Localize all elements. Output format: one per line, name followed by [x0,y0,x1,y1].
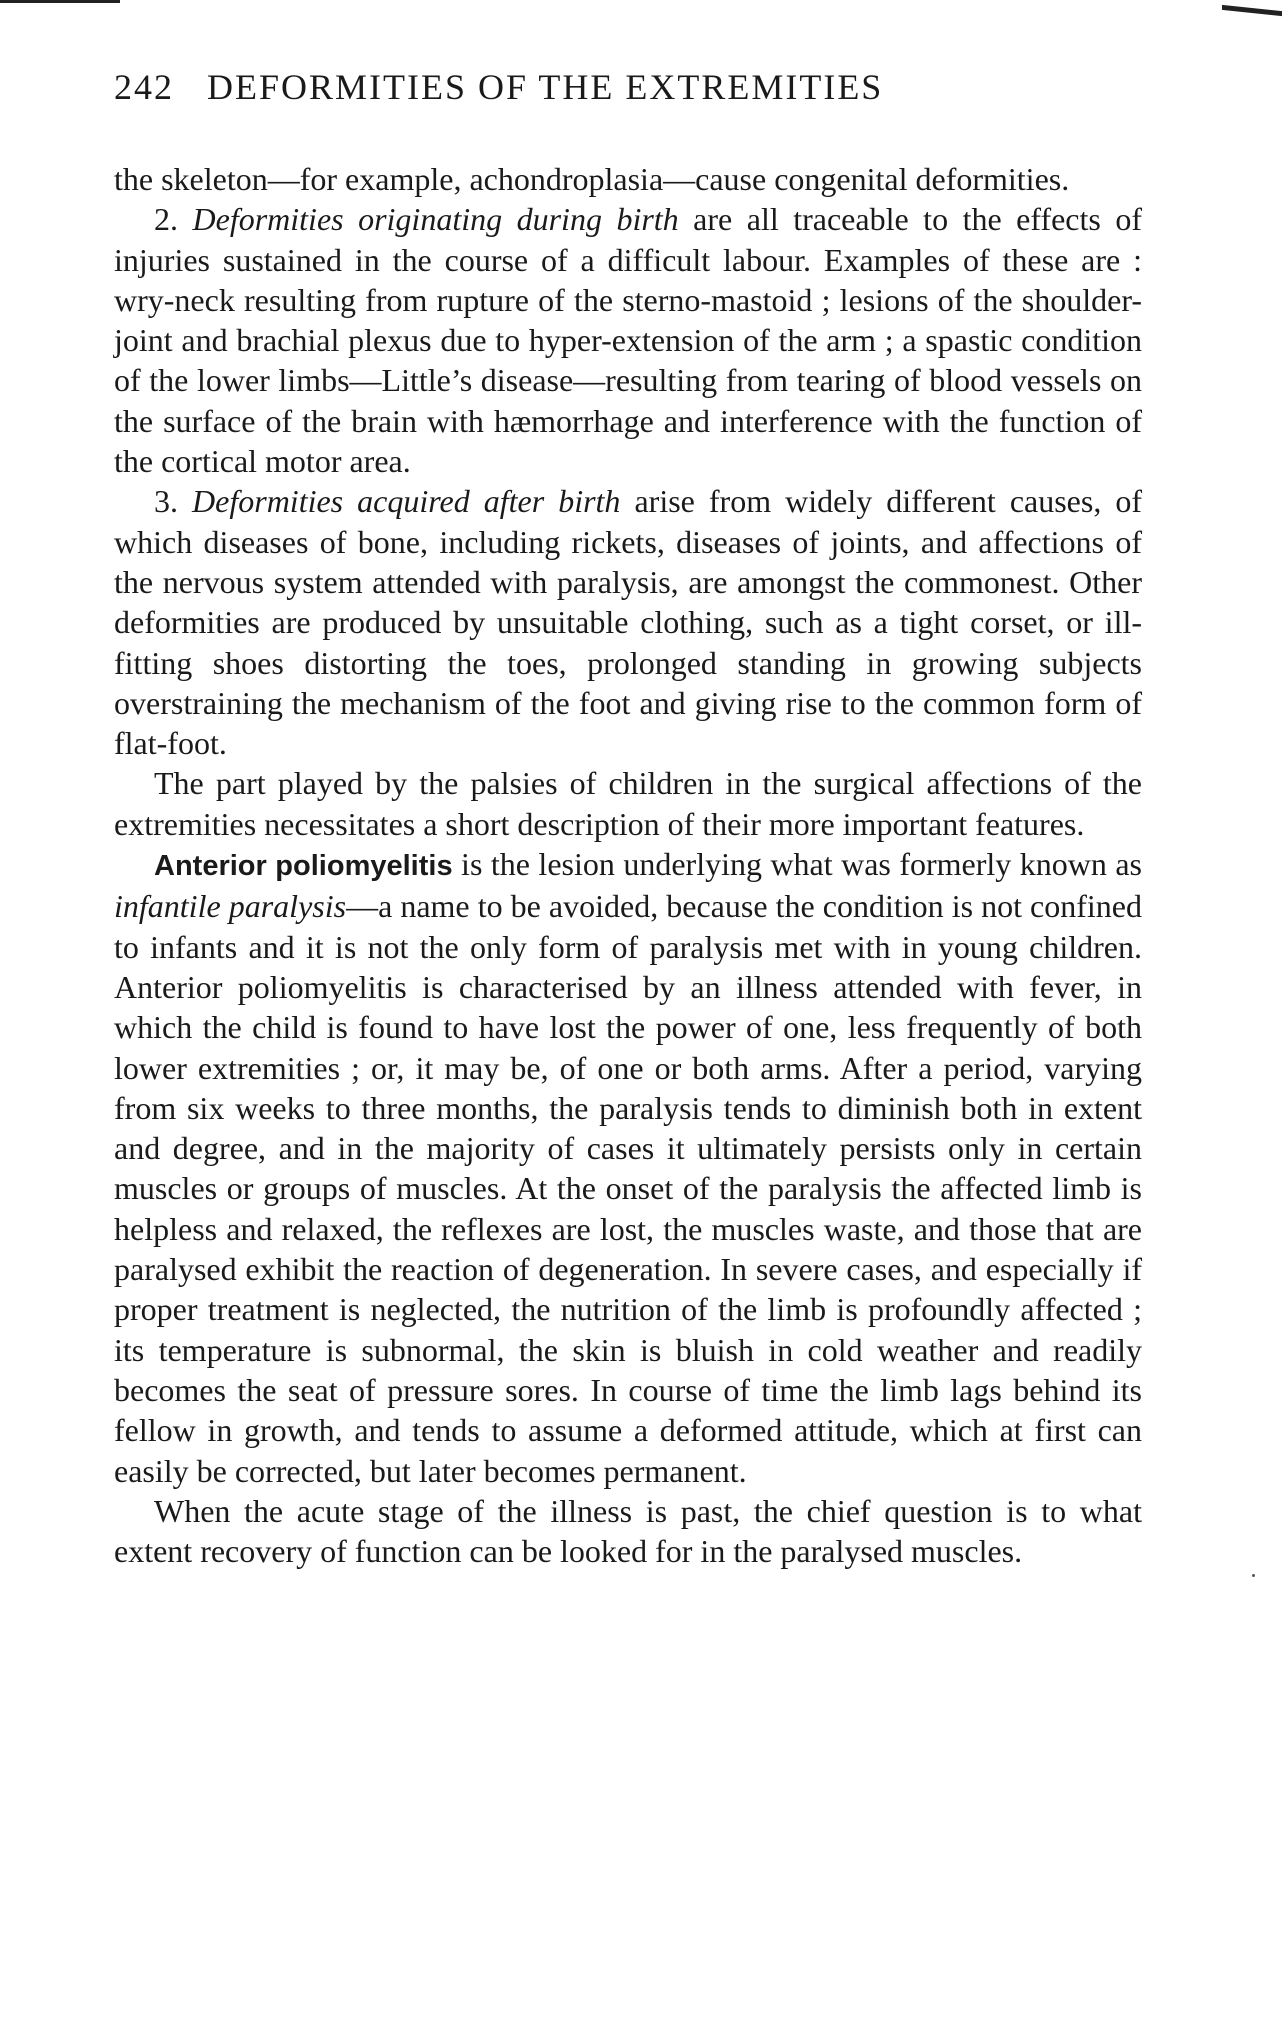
paragraph-2-text: are all traceable to the effects of injuries sustained in the course of a difficult labour. Examples of these are : wry-neck resulting from rupture of the sterno-mastoid ; lesions of the shoulder-joint and brachial plexus due to hyper-extension of the arm ; a spastic condition of the lower limbs—Little’s disease—resulting from tearing of blood vessels on the surface of the brain with hæmorrhage and interference with the function of the cortical motor area. [114,201,1143,480]
paragraph-4-text: The part played by the palsies of children in the surgical affections of the extremities necessitates a short description of their more important features. [114,765,1142,842]
running-title: DEFORMITIES OF THE EXTREMITIES [207,67,884,107]
scan-speck [1252,1574,1255,1577]
running-header [114,66,1154,108]
paragraph-1 [114,159,1142,199]
paragraph-3 [114,481,1142,763]
body-text [114,159,1142,1571]
paragraph-5-text-a: is the lesion underlying what was formerly known as [452,846,1142,883]
scan-edge-mark [0,0,120,3]
italic-term: infantile paralysis [114,888,347,925]
list-number: 2. [154,201,178,238]
list-number: 3. [154,483,178,520]
paragraph-1-text: the skeleton—for example, achondroplasia—cause congenital deformities. [114,161,1070,197]
bold-term: Anterior poliomyelitis [154,850,453,883]
scan-edge-mark [1222,5,1282,16]
paragraph-5 [114,844,1142,1491]
section-heading-italic: Deformities originating during birth [192,201,679,238]
section-heading-italic: Deformities acquired after birth [192,483,621,520]
paragraph-2 [114,199,1142,481]
paragraph-6-text: When the acute stage of the illness is past, the chief question is to what extent recovery of function can be looked for in the paralysed muscles. [114,1492,1142,1570]
paragraph-5-text-b: —a name to be avoided, because the condition is not confined to infants and it is not the only form of paralysis met with in young children. Anterior poliomyelitis is characterised by an illness attended with fever, in which the child is found to have lost the power of one, less frequently of both lower extremities ; or, it may be, of one or both arms. After a period, varying from six weeks to three months, the paralysis tends to diminish both in extent and degree, and in the majority of cases it ultimately persists only in certain muscles or groups of muscles. At the onset of the paralysis the affected limb is helpless and relaxed, the reflexes are lost, the muscles waste, and those that are paralysed exhibit the reaction of degeneration. In severe cases, and especially if proper treatment is neglected, the nutrition of the limb is profoundly affected ; its temperature is subnormal, the skin is bluish in cold weather and readily becomes the seat of pressure sores. In course of time the limb lags behind its fellow in growth, and tends to assume a deformed attitude, which at first can easily be corrected, but later becomes permanent. [114,888,1142,1489]
paragraph-4 [114,763,1142,844]
page-number: 242 [114,67,174,107]
paragraph-3-text: arise from widely different causes, of which diseases of bone, including rickets, diseases of joints, and affections of the nervous system attended with paralysis, are amongst the commonest. Other deformities are produced by unsuitable clothing, such as a tight corset, or ill-fitting shoes distorting the toes, prolonged standing in growing subjects overstraining the mechanism of the foot and giving rise to the common form of flat-foot. [114,483,1143,762]
paragraph-6 [114,1491,1142,1572]
